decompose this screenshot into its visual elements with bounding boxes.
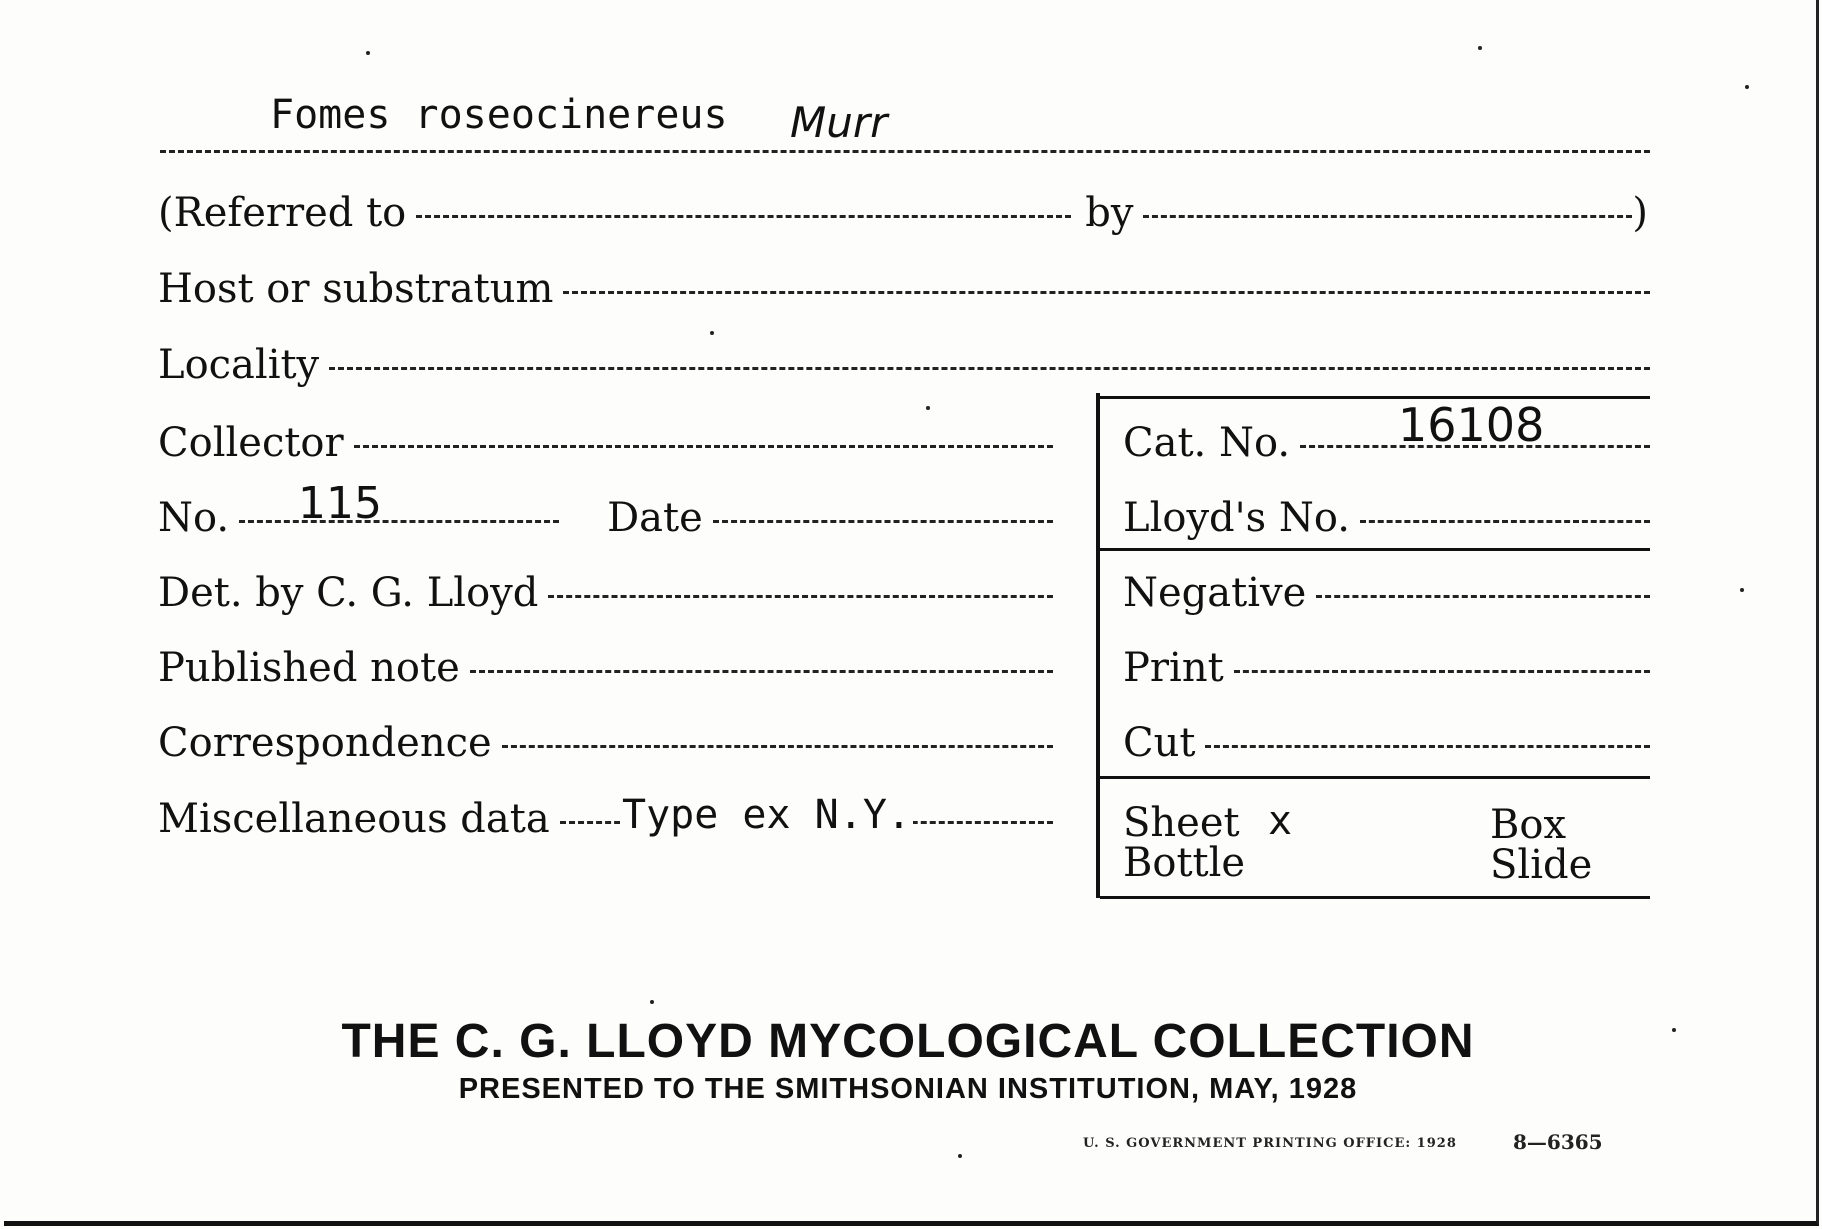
scan-speck (366, 51, 370, 55)
species-row (160, 92, 1650, 138)
misc-row (158, 796, 1053, 842)
print-line (1234, 670, 1650, 673)
sheet-label: Sheet (1123, 800, 1240, 846)
species-handwritten-scribble: Murr (790, 98, 888, 147)
catalog-box-divider-2 (1100, 776, 1650, 779)
date-line (713, 520, 1053, 523)
negative-label: Negative (1123, 570, 1307, 616)
lloyds-no-label: Lloyd's No. (1123, 495, 1350, 541)
date-label: Date (607, 495, 703, 541)
locality-label: Locality (158, 342, 320, 388)
catalog-box-top-border (1100, 396, 1650, 399)
referred-to-line (416, 215, 1071, 218)
misc-label: Miscellaneous data (158, 796, 550, 842)
presented-line: PRESENTED TO THE SMITHSONIAN INSTITUTION, MAY, 1928 (458, 1073, 1358, 1105)
cat-no-value-handwritten: 16108 (1398, 398, 1545, 452)
misc-value-typed: Type ex N.Y. (622, 792, 911, 838)
no-label: No. (158, 495, 230, 541)
lloyds-no-line (1360, 520, 1650, 523)
scan-speck (1672, 1028, 1676, 1032)
host-row (158, 266, 1650, 312)
close-paren: ) (1632, 190, 1648, 236)
det-label: Det. by C. G. Lloyd (158, 570, 539, 616)
negative-line (1316, 595, 1650, 598)
negative-row (1123, 570, 1650, 616)
lloyds-no-row (1123, 495, 1650, 541)
det-line (548, 595, 1053, 598)
catalog-box-left-border (1096, 393, 1100, 898)
no-value-handwritten: 115 (298, 478, 382, 529)
no-line (239, 520, 559, 523)
species-dotted-line (160, 150, 1650, 153)
catalog-box-divider-1 (1100, 548, 1650, 551)
by-label: by (1085, 190, 1134, 236)
correspondence-row (158, 720, 1053, 766)
host-line (563, 291, 1650, 294)
correspondence-label: Correspondence (158, 720, 492, 766)
scan-speck (1740, 588, 1744, 592)
form-number: 8—6365 (1513, 1130, 1603, 1154)
locality-line (329, 367, 1650, 370)
print-row (1123, 645, 1650, 691)
sheet-mark: x (1268, 798, 1293, 844)
published-line (470, 670, 1053, 673)
published-row (158, 645, 1053, 691)
correspondence-line (502, 745, 1053, 748)
collector-label: Collector (158, 420, 344, 466)
referred-to-label: (Referred to (158, 190, 407, 236)
cut-row (1123, 720, 1650, 766)
box-label: Box (1490, 802, 1567, 848)
catalog-box-bottom-border (1100, 896, 1650, 899)
cut-line (1205, 745, 1650, 748)
cat-no-row (1123, 420, 1650, 466)
scan-speck (958, 1154, 962, 1158)
scan-speck (710, 331, 714, 335)
printing-office-imprint: U. S. GOVERNMENT PRINTING OFFICE: 1928 (1083, 1136, 1457, 1151)
scan-speck (650, 1000, 654, 1004)
host-label: Host or substratum (158, 266, 554, 312)
referred-to-row (158, 190, 1648, 236)
species-name: Fomes roseocinereus (270, 92, 728, 138)
scan-speck (1478, 46, 1482, 50)
slide-label: Slide (1490, 842, 1593, 888)
by-line (1143, 215, 1632, 218)
published-label: Published note (158, 645, 460, 691)
collector-line (354, 445, 1053, 448)
collector-row (158, 420, 1053, 466)
locality-row (158, 342, 1650, 388)
no-date-row (158, 495, 1053, 541)
collection-title: THE C. G. LLOYD MYCOLOGICAL COLLECTION (341, 1015, 1475, 1068)
scan-speck (926, 406, 930, 410)
print-label: Print (1123, 645, 1224, 691)
cut-label: Cut (1123, 720, 1196, 766)
bottle-label: Bottle (1123, 840, 1246, 886)
cat-no-label: Cat. No. (1123, 420, 1291, 466)
scan-speck (1745, 85, 1749, 89)
det-row (158, 570, 1053, 616)
